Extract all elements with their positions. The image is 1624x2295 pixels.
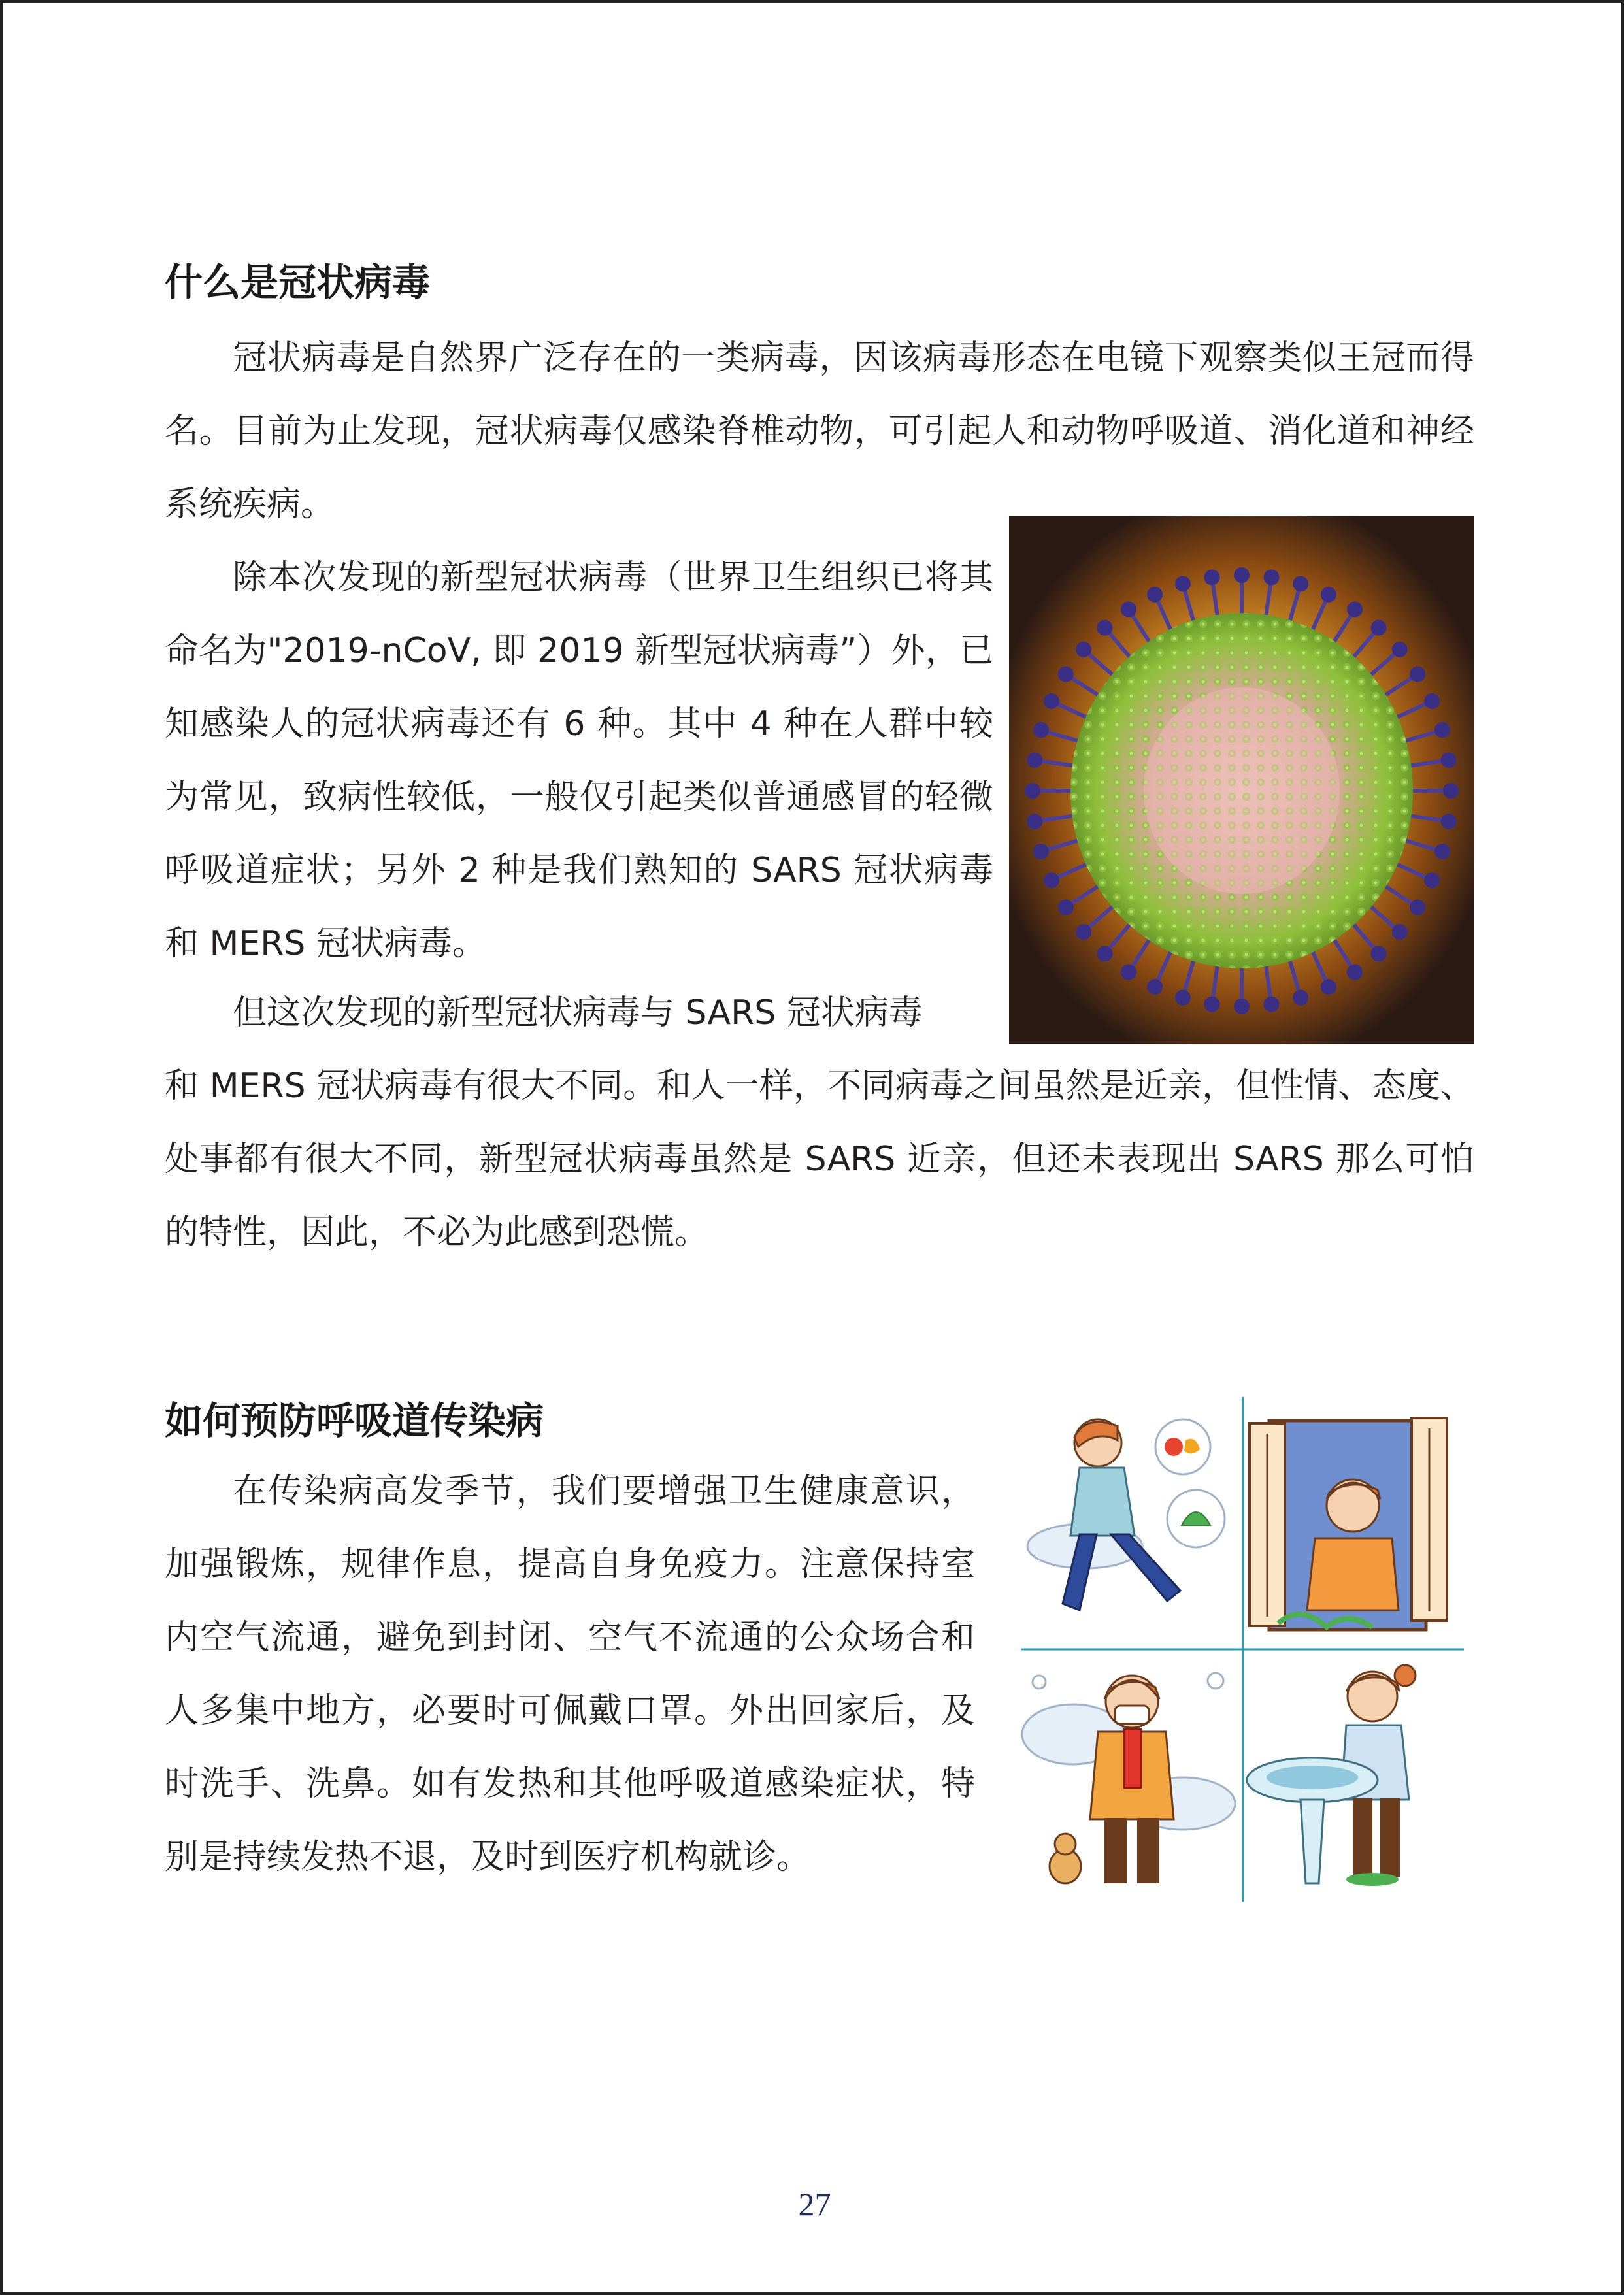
page-number: 27: [798, 2186, 831, 2222]
virus-spike-head: [1392, 642, 1408, 657]
virus-spike-head: [1044, 872, 1059, 888]
virus-spike-head: [1410, 899, 1425, 915]
paragraph-prevention: 在传染病高发季节，我们要增强卫生健康意识，加强锻炼，规律作息，提高自身免疫力。注意保持室内空气流通，避免到封闭、空气不流通的公众场合和人多集中地方，必要时可佩戴口罩。外出回家后，及时洗手、洗鼻。如有发热和其他呼吸道感染症状，特别是持续发热不退，及时到医疗机构就诊。: [165, 1472, 975, 1877]
virus-spike-head: [1424, 693, 1440, 709]
virus-spike-head: [1175, 990, 1191, 1006]
virus-spike-head: [1147, 979, 1163, 995]
paragraph-known-coronaviruses: 除本次发现的新型冠状病毒（世界卫生组织已将其命名为"2019-nCoV, 即 2019 新型冠状病毒”）外，已知感染人的冠状病毒还有 6 种。其中 4 种在人群中较为常见，致病性较低，一般仅引起类似普通感冒的轻微呼吸道症状；另外 2 种是我们熟知的 SARS 冠状病毒和 MERS 冠状病毒。: [165, 558, 993, 963]
virus-spike-head: [1441, 752, 1457, 768]
virus-spike-head: [1441, 814, 1457, 829]
prevention-illustration: [1019, 1395, 1467, 1904]
handwashing-panel: [1247, 1665, 1416, 1886]
virus-spike-head: [1044, 693, 1059, 709]
prevention-cartoon-grid-icon: [1019, 1395, 1467, 1904]
virus-spike-head: [1234, 999, 1250, 1014]
virus-spike-head: [1321, 587, 1336, 603]
virus-spike-head: [1264, 569, 1280, 585]
virus-spike-head: [1027, 814, 1042, 829]
section-title-prevention: 如何预防呼吸道传染病: [165, 1398, 544, 1443]
virus-spike-head: [1347, 965, 1363, 980]
virus-spike-head: [1264, 997, 1280, 1012]
coronavirus-illustration-icon: [1009, 516, 1474, 1044]
virus-spike-head: [1204, 997, 1219, 1012]
virus-spike-head: [1097, 620, 1112, 636]
virus-spike-head: [1097, 946, 1112, 961]
mask-panel: [1022, 1673, 1235, 1883]
virus-spike-head: [1392, 924, 1408, 940]
virus-spike-head: [1175, 576, 1191, 591]
virus-spike-head: [1434, 844, 1450, 859]
virus-spike-head: [1027, 752, 1042, 768]
ventilation-panel: [1250, 1418, 1447, 1630]
virus-spike-head: [1347, 601, 1363, 617]
virus-spike-head: [1234, 567, 1250, 583]
virus-spike-head: [1434, 722, 1450, 738]
exercise-panel: [1027, 1419, 1225, 1610]
section-title-coronavirus: 什么是冠状病毒: [165, 260, 431, 305]
virus-spike-head: [1025, 783, 1040, 799]
virus-spike-head: [1424, 872, 1440, 888]
virus-spike-head: [1121, 601, 1136, 617]
virus-spike-head: [1033, 722, 1049, 738]
virus-spike-head: [1293, 576, 1308, 591]
virus-spike-head: [1033, 844, 1049, 859]
virus-spike-head: [1076, 924, 1091, 940]
virus-spike-head: [1410, 667, 1425, 682]
virus-spike-head: [1147, 587, 1163, 603]
virus-spike-head: [1443, 783, 1459, 799]
virus-spike-head: [1058, 899, 1074, 915]
paragraph-difference-start: 但这次发现的新型冠状病毒与 SARS 冠状病毒: [233, 993, 923, 1032]
virus-spike-head: [1121, 965, 1136, 980]
virus-spike-head: [1293, 990, 1308, 1006]
virus-spike-head: [1371, 620, 1387, 636]
virus-spike-head: [1204, 569, 1219, 585]
paragraph-difference-continued: 和 MERS 冠状病毒有很大不同。和人一样，不同病毒之间虽然是近亲，但性情、态度、处事都有很大不同，新型冠状病毒虽然是 SARS 近亲，但还未表现出 SARS 那么可怕的特性，因此，不必为此感到恐慌。: [165, 1066, 1474, 1252]
coronavirus-image: [1009, 516, 1474, 1044]
virus-spike-head: [1076, 642, 1091, 657]
virus-spike-head: [1321, 979, 1336, 995]
virus-spike-head: [1058, 667, 1074, 682]
paragraph-coronavirus-definition: 冠状病毒是自然界广泛存在的一类病毒，因该病毒形态在电镜下观察类似王冠而得名。目前为止发现，冠状病毒仅感染脊椎动物，可引起人和动物呼吸道、消化道和神经系统疾病。: [165, 338, 1474, 524]
virus-spike-head: [1371, 946, 1387, 961]
